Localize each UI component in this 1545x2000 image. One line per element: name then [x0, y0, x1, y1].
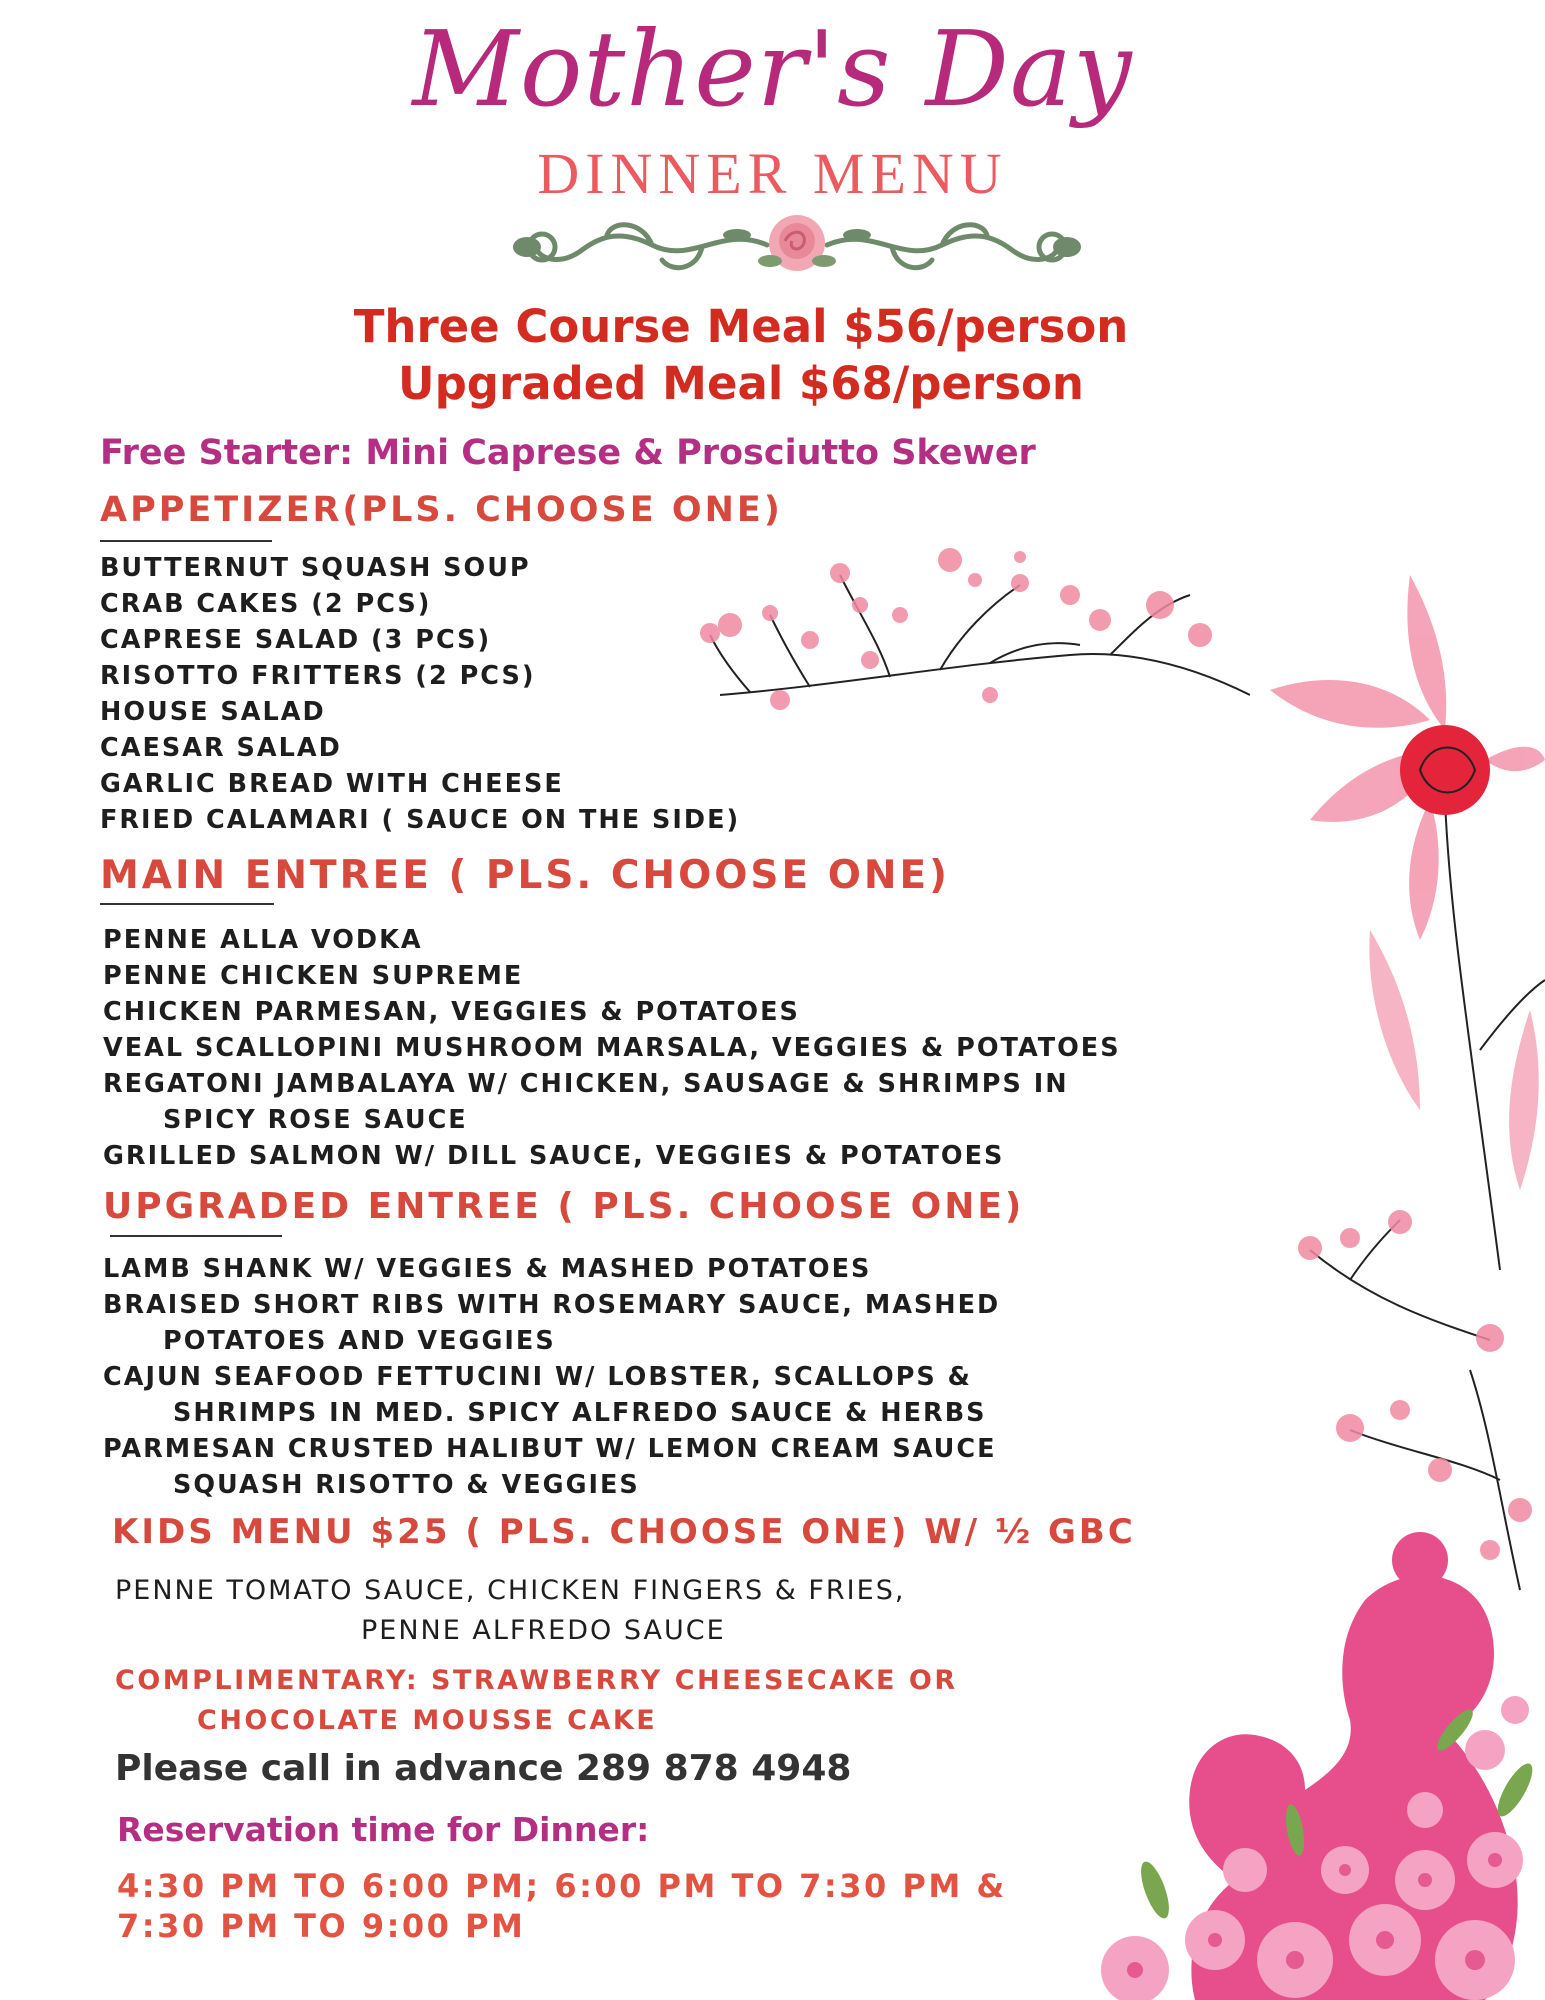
list-item: HOUSE SALAD	[100, 697, 326, 727]
reservation-times	[117, 1866, 1007, 1946]
reservation-time-line: 4:30 PM TO 6:00 PM; 6:00 PM TO 7:30 PM &	[117, 1867, 1007, 1905]
main-entree-list	[103, 922, 1121, 1174]
list-item: SQUASH RISOTTO & VEGGIES	[173, 1470, 640, 1500]
kids-menu-items	[115, 1571, 1115, 1651]
kids-menu-heading: KIDS MENU $25 ( PLS. CHOOSE ONE) W/ ½ GBC	[112, 1512, 1136, 1552]
complimentary-line: CHOCOLATE MOUSSE CAKE	[197, 1705, 658, 1736]
list-item: LAMB SHANK W/ VEGGIES & MASHED POTATOES	[103, 1254, 872, 1284]
list-item: RISOTTO FRITTERS (2 PCS)	[100, 661, 536, 691]
list-item: FRIED CALAMARI ( SAUCE ON THE SIDE)	[100, 805, 741, 835]
list-item: PENNE CHICKEN SUPREME	[103, 961, 524, 991]
cherry-blossom-branch-icon	[690, 545, 1250, 745]
list-item: CAJUN SEAFOOD FETTUCINI W/ LOBSTER, SCALLOPS &	[103, 1362, 972, 1392]
appetizer-underline	[100, 540, 272, 542]
main-entree-heading: MAIN ENTREE ( PLS. CHOOSE ONE)	[100, 853, 950, 898]
script-title: Mother's Day	[412, 8, 1133, 130]
kids-item-line: PENNE ALFREDO SAUCE	[361, 1615, 726, 1646]
upgraded-entree-list	[103, 1251, 1000, 1503]
list-item: POTATOES AND VEGGIES	[163, 1326, 556, 1356]
appetizer-list	[100, 550, 740, 838]
list-item: BUTTERNUT SQUASH SOUP	[100, 553, 531, 583]
list-item: PENNE ALLA VODKA	[103, 925, 423, 955]
list-item: CHICKEN PARMESAN, VEGGIES & POTATOES	[103, 997, 800, 1027]
list-item: REGATONI JAMBALAYA W/ CHICKEN, SAUSAGE & SHRIMPS IN	[103, 1069, 1069, 1099]
list-item: PARMESAN CRUSTED HALIBUT W/ LEMON CREAM SAUCE	[103, 1434, 997, 1464]
free-starter: Free Starter: Mini Caprese & Prosciutto Skewer	[100, 433, 1036, 473]
list-item: CAPRESE SALAD (3 PCS)	[100, 625, 492, 655]
list-item: VEAL SCALLOPINI MUSHROOM MARSALA, VEGGIES & POTATOES	[103, 1033, 1121, 1063]
list-item: GRILLED SALMON W/ DILL SAUCE, VEGGIES & POTATOES	[103, 1141, 1005, 1171]
upgraded-meal-price: Upgraded Meal $68/person	[398, 357, 1084, 410]
flower-cluster-icon	[1095, 1690, 1545, 2000]
upgraded-entree-heading: UPGRADED ENTREE ( PLS. CHOOSE ONE)	[103, 1186, 1025, 1227]
rose-scroll-ornament-icon	[502, 205, 1092, 285]
list-item: BRAISED SHORT RIBS WITH ROSEMARY SAUCE, MASHED	[103, 1290, 1001, 1320]
list-item: CRAB CAKES (2 PCS)	[100, 589, 432, 619]
kids-item-line: PENNE TOMATO SAUCE, CHICKEN FINGERS & FRIES,	[115, 1575, 906, 1606]
upgraded-entree-underline	[110, 1235, 282, 1237]
phone-call-line: Please call in advance 289 878 4948	[115, 1748, 852, 1789]
reservation-title: Reservation time for Dinner:	[117, 1810, 650, 1849]
appetizer-heading: APPETIZER(PLS. CHOOSE ONE)	[100, 490, 783, 530]
list-item: CAESAR SALAD	[100, 733, 342, 763]
complimentary-line: COMPLIMENTARY: STRAWBERRY CHEESECAKE OR	[115, 1665, 958, 1696]
list-item: SPICY ROSE SAUCE	[163, 1105, 468, 1135]
three-course-price: Three Course Meal $56/person	[353, 300, 1129, 353]
main-entree-underline	[100, 903, 274, 905]
list-item: GARLIC BREAD WITH CHEESE	[100, 769, 564, 799]
menu-subtitle: DINNER MENU	[537, 141, 1008, 206]
reservation-time-line: 7:30 PM TO 9:00 PM	[117, 1907, 526, 1945]
pink-lily-flower-icon	[1270, 570, 1545, 1270]
complimentary-dessert	[115, 1661, 958, 1741]
list-item: SHRIMPS IN MED. SPICY ALFREDO SAUCE & HERBS	[173, 1398, 987, 1428]
